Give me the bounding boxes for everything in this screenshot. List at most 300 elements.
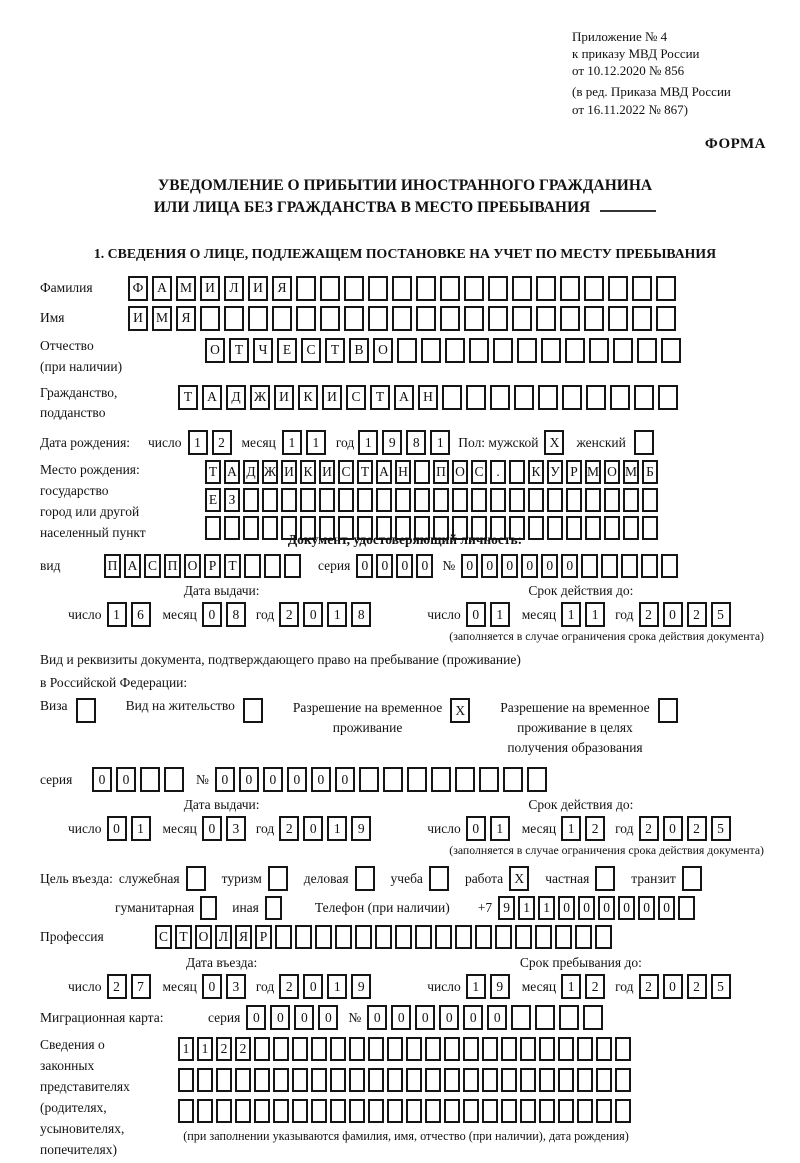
char-cell[interactable] — [536, 276, 556, 301]
char-cell[interactable]: 2 — [235, 1037, 251, 1061]
char-cell[interactable]: И — [322, 385, 342, 410]
char-cell[interactable] — [538, 385, 558, 410]
char-cell[interactable] — [330, 1099, 346, 1123]
char-cell[interactable] — [368, 1037, 384, 1061]
char-cell[interactable]: 0 — [521, 554, 538, 578]
char-cell[interactable] — [425, 1037, 441, 1061]
char-cell[interactable]: 1 — [197, 1037, 213, 1061]
char-cell[interactable] — [501, 1099, 517, 1123]
char-cell[interactable] — [243, 516, 259, 540]
char-cell[interactable] — [585, 488, 601, 512]
char-cell[interactable]: 0 — [270, 1005, 290, 1030]
char-cell[interactable] — [421, 338, 441, 363]
char-cell[interactable]: Д — [243, 460, 259, 484]
char-cell[interactable] — [517, 338, 537, 363]
char-cell[interactable] — [482, 1099, 498, 1123]
char-cell[interactable]: 1 — [107, 602, 127, 627]
char-cell[interactable] — [535, 1005, 555, 1030]
char-cell[interactable] — [397, 338, 417, 363]
char-cell[interactable]: 0 — [318, 1005, 338, 1030]
char-cell[interactable] — [678, 896, 695, 920]
char-cell[interactable] — [368, 276, 388, 301]
char-cell[interactable] — [335, 925, 352, 949]
char-cell[interactable] — [528, 488, 544, 512]
char-cell[interactable]: Т — [357, 460, 373, 484]
char-cell[interactable]: Я — [176, 306, 196, 331]
char-cell[interactable] — [416, 276, 436, 301]
char-cell[interactable]: П — [433, 460, 449, 484]
char-cell[interactable]: 0 — [658, 896, 675, 920]
char-cell[interactable] — [440, 306, 460, 331]
char-cell[interactable] — [292, 1068, 308, 1092]
char-cell[interactable] — [503, 767, 523, 792]
char-cell[interactable]: К — [298, 385, 318, 410]
char-cell[interactable] — [466, 385, 486, 410]
char-cell[interactable] — [595, 925, 612, 949]
char-cell[interactable]: 0 — [663, 816, 683, 841]
char-cell[interactable]: 0 — [558, 896, 575, 920]
char-cell[interactable] — [613, 338, 633, 363]
char-cell[interactable] — [414, 488, 430, 512]
char-cell[interactable] — [520, 1068, 536, 1092]
char-cell[interactable] — [264, 554, 281, 578]
char-cell[interactable] — [383, 767, 403, 792]
char-cell[interactable] — [615, 1099, 631, 1123]
char-cell[interactable]: 0 — [202, 974, 222, 999]
char-cell[interactable]: О — [205, 338, 225, 363]
char-cell[interactable]: 0 — [487, 1005, 507, 1030]
char-cell[interactable] — [541, 338, 561, 363]
char-cell[interactable] — [300, 488, 316, 512]
char-cell[interactable] — [311, 1099, 327, 1123]
char-cell[interactable]: 0 — [561, 554, 578, 578]
char-cell[interactable] — [224, 306, 244, 331]
char-cell[interactable] — [429, 866, 449, 891]
char-cell[interactable]: 0 — [501, 554, 518, 578]
char-cell[interactable] — [589, 338, 609, 363]
char-cell[interactable]: Р — [566, 460, 582, 484]
char-cell[interactable] — [509, 488, 525, 512]
char-cell[interactable]: 8 — [226, 602, 246, 627]
char-cell[interactable]: 1 — [585, 602, 605, 627]
char-cell[interactable] — [610, 385, 630, 410]
char-cell[interactable]: Т — [325, 338, 345, 363]
char-cell[interactable] — [205, 516, 221, 540]
char-cell[interactable]: 0 — [116, 767, 136, 792]
char-cell[interactable]: М — [152, 306, 172, 331]
char-cell[interactable] — [355, 866, 375, 891]
char-cell[interactable]: Л — [215, 925, 232, 949]
char-cell[interactable] — [200, 306, 220, 331]
char-cell[interactable] — [495, 925, 512, 949]
char-cell[interactable] — [273, 1099, 289, 1123]
char-cell[interactable] — [254, 1037, 270, 1061]
char-cell[interactable]: Т — [229, 338, 249, 363]
char-cell[interactable] — [584, 306, 604, 331]
char-cell[interactable]: 0 — [303, 816, 323, 841]
char-cell[interactable] — [528, 516, 544, 540]
char-cell[interactable] — [661, 554, 678, 578]
char-cell[interactable]: 0 — [463, 1005, 483, 1030]
char-cell[interactable] — [463, 1068, 479, 1092]
char-cell[interactable]: 1 — [561, 816, 581, 841]
char-cell[interactable] — [414, 460, 430, 484]
char-cell[interactable] — [262, 516, 278, 540]
char-cell[interactable] — [275, 925, 292, 949]
char-cell[interactable] — [488, 306, 508, 331]
char-cell[interactable] — [512, 306, 532, 331]
char-cell[interactable] — [359, 767, 379, 792]
char-cell[interactable] — [577, 1099, 593, 1123]
char-cell[interactable]: 1 — [466, 974, 486, 999]
char-cell[interactable] — [315, 925, 332, 949]
char-cell[interactable] — [514, 385, 534, 410]
char-cell[interactable] — [539, 1099, 555, 1123]
char-cell[interactable]: 5 — [711, 816, 731, 841]
char-cell[interactable]: . — [490, 460, 506, 484]
char-cell[interactable]: З — [224, 488, 240, 512]
char-cell[interactable]: 1 — [490, 816, 510, 841]
char-cell[interactable]: 0 — [263, 767, 283, 792]
char-cell[interactable]: 2 — [279, 602, 299, 627]
char-cell[interactable] — [658, 385, 678, 410]
char-cell[interactable]: X — [544, 430, 564, 455]
char-cell[interactable]: С — [155, 925, 172, 949]
char-cell[interactable] — [344, 306, 364, 331]
char-cell[interactable] — [621, 554, 638, 578]
char-cell[interactable]: 1 — [282, 430, 302, 455]
char-cell[interactable]: 1 — [306, 430, 326, 455]
char-cell[interactable]: 1 — [188, 430, 208, 455]
char-cell[interactable]: О — [373, 338, 393, 363]
char-cell[interactable] — [615, 1037, 631, 1061]
char-cell[interactable] — [349, 1099, 365, 1123]
char-cell[interactable] — [235, 1099, 251, 1123]
char-cell[interactable] — [585, 516, 601, 540]
char-cell[interactable] — [501, 1037, 517, 1061]
char-cell[interactable] — [583, 1005, 603, 1030]
char-cell[interactable] — [376, 488, 392, 512]
char-cell[interactable]: 0 — [663, 974, 683, 999]
char-cell[interactable]: 1 — [131, 816, 151, 841]
char-cell[interactable]: 1 — [178, 1037, 194, 1061]
char-cell[interactable] — [243, 488, 259, 512]
char-cell[interactable] — [520, 1037, 536, 1061]
char-cell[interactable]: 0 — [202, 816, 222, 841]
char-cell[interactable] — [536, 306, 556, 331]
char-cell[interactable] — [455, 925, 472, 949]
char-cell[interactable]: 2 — [212, 430, 232, 455]
char-cell[interactable] — [615, 1068, 631, 1092]
char-cell[interactable]: 0 — [396, 554, 413, 578]
char-cell[interactable] — [442, 385, 462, 410]
char-cell[interactable]: И — [128, 306, 148, 331]
char-cell[interactable]: 9 — [382, 430, 402, 455]
char-cell[interactable]: О — [452, 460, 468, 484]
char-cell[interactable] — [164, 767, 184, 792]
char-cell[interactable]: 0 — [311, 767, 331, 792]
char-cell[interactable] — [406, 1037, 422, 1061]
char-cell[interactable]: 1 — [430, 430, 450, 455]
char-cell[interactable] — [330, 1068, 346, 1092]
char-cell[interactable] — [281, 488, 297, 512]
char-cell[interactable]: 1 — [327, 602, 347, 627]
char-cell[interactable]: С — [346, 385, 366, 410]
char-cell[interactable] — [452, 488, 468, 512]
char-cell[interactable]: 0 — [202, 602, 222, 627]
char-cell[interactable] — [560, 306, 580, 331]
char-cell[interactable] — [254, 1099, 270, 1123]
char-cell[interactable] — [178, 1099, 194, 1123]
char-cell[interactable]: С — [301, 338, 321, 363]
char-cell[interactable] — [433, 488, 449, 512]
char-cell[interactable]: 2 — [216, 1037, 232, 1061]
char-cell[interactable]: 2 — [639, 602, 659, 627]
char-cell[interactable]: Е — [205, 488, 221, 512]
char-cell[interactable] — [243, 698, 263, 723]
char-cell[interactable] — [482, 1068, 498, 1092]
char-cell[interactable] — [641, 554, 658, 578]
char-cell[interactable]: 0 — [466, 602, 486, 627]
char-cell[interactable]: Ж — [250, 385, 270, 410]
char-cell[interactable]: 3 — [226, 974, 246, 999]
char-cell[interactable] — [415, 925, 432, 949]
char-cell[interactable] — [512, 276, 532, 301]
char-cell[interactable]: Т — [205, 460, 221, 484]
char-cell[interactable]: 1 — [490, 602, 510, 627]
char-cell[interactable]: 0 — [294, 1005, 314, 1030]
char-cell[interactable] — [395, 488, 411, 512]
char-cell[interactable]: X — [450, 698, 470, 723]
char-cell[interactable]: 0 — [303, 602, 323, 627]
char-cell[interactable] — [547, 488, 563, 512]
char-cell[interactable]: И — [319, 460, 335, 484]
char-cell[interactable] — [559, 1005, 579, 1030]
char-cell[interactable] — [244, 554, 261, 578]
char-cell[interactable] — [584, 276, 604, 301]
char-cell[interactable] — [577, 1068, 593, 1092]
char-cell[interactable]: 1 — [358, 430, 378, 455]
char-cell[interactable]: А — [202, 385, 222, 410]
char-cell[interactable]: С — [338, 460, 354, 484]
char-cell[interactable] — [296, 306, 316, 331]
char-cell[interactable]: 3 — [226, 816, 246, 841]
char-cell[interactable]: 0 — [415, 1005, 435, 1030]
char-cell[interactable]: 1 — [561, 974, 581, 999]
char-cell[interactable]: Е — [277, 338, 297, 363]
char-cell[interactable] — [565, 338, 585, 363]
char-cell[interactable]: 5 — [711, 974, 731, 999]
char-cell[interactable] — [562, 385, 582, 410]
char-cell[interactable] — [595, 866, 615, 891]
char-cell[interactable] — [601, 554, 618, 578]
char-cell[interactable] — [623, 516, 639, 540]
char-cell[interactable]: И — [281, 460, 297, 484]
char-cell[interactable] — [387, 1068, 403, 1092]
char-cell[interactable]: 0 — [239, 767, 259, 792]
char-cell[interactable]: 0 — [92, 767, 112, 792]
char-cell[interactable] — [596, 1068, 612, 1092]
char-cell[interactable] — [488, 276, 508, 301]
char-cell[interactable]: 0 — [376, 554, 393, 578]
char-cell[interactable] — [406, 1068, 422, 1092]
char-cell[interactable] — [357, 488, 373, 512]
char-cell[interactable] — [482, 1037, 498, 1061]
char-cell[interactable] — [407, 767, 427, 792]
char-cell[interactable]: 2 — [585, 974, 605, 999]
char-cell[interactable] — [555, 925, 572, 949]
char-cell[interactable] — [463, 1037, 479, 1061]
char-cell[interactable] — [656, 306, 676, 331]
char-cell[interactable]: 0 — [416, 554, 433, 578]
char-cell[interactable]: 0 — [246, 1005, 266, 1030]
char-cell[interactable] — [140, 767, 160, 792]
char-cell[interactable]: У — [547, 460, 563, 484]
char-cell[interactable]: О — [195, 925, 212, 949]
char-cell[interactable]: М — [585, 460, 601, 484]
char-cell[interactable] — [392, 276, 412, 301]
char-cell[interactable] — [295, 925, 312, 949]
char-cell[interactable]: А — [376, 460, 392, 484]
char-cell[interactable]: 2 — [687, 602, 707, 627]
char-cell[interactable]: К — [528, 460, 544, 484]
char-cell[interactable] — [76, 698, 96, 723]
char-cell[interactable]: 1 — [327, 974, 347, 999]
char-cell[interactable] — [632, 276, 652, 301]
char-cell[interactable] — [623, 488, 639, 512]
char-cell[interactable] — [320, 306, 340, 331]
char-cell[interactable]: М — [623, 460, 639, 484]
char-cell[interactable] — [284, 554, 301, 578]
char-cell[interactable] — [577, 1037, 593, 1061]
char-cell[interactable] — [445, 338, 465, 363]
char-cell[interactable]: 0 — [391, 1005, 411, 1030]
char-cell[interactable]: 9 — [351, 974, 371, 999]
char-cell[interactable] — [501, 1068, 517, 1092]
char-cell[interactable]: 2 — [279, 974, 299, 999]
char-cell[interactable]: 2 — [639, 816, 659, 841]
char-cell[interactable] — [566, 488, 582, 512]
char-cell[interactable]: 8 — [351, 602, 371, 627]
char-cell[interactable] — [464, 276, 484, 301]
char-cell[interactable]: 0 — [439, 1005, 459, 1030]
char-cell[interactable]: X — [509, 866, 529, 891]
char-cell[interactable] — [535, 925, 552, 949]
char-cell[interactable]: А — [124, 554, 141, 578]
char-cell[interactable] — [265, 896, 282, 920]
char-cell[interactable]: Т — [175, 925, 192, 949]
char-cell[interactable] — [320, 276, 340, 301]
char-cell[interactable]: 0 — [367, 1005, 387, 1030]
char-cell[interactable]: 7 — [131, 974, 151, 999]
char-cell[interactable] — [509, 460, 525, 484]
char-cell[interactable] — [596, 1099, 612, 1123]
char-cell[interactable] — [581, 554, 598, 578]
char-cell[interactable] — [560, 276, 580, 301]
char-cell[interactable] — [637, 338, 657, 363]
char-cell[interactable] — [444, 1099, 460, 1123]
char-cell[interactable]: Л — [224, 276, 244, 301]
char-cell[interactable] — [604, 516, 620, 540]
char-cell[interactable] — [296, 276, 316, 301]
char-cell[interactable] — [608, 306, 628, 331]
char-cell[interactable] — [392, 306, 412, 331]
char-cell[interactable]: Я — [272, 276, 292, 301]
char-cell[interactable] — [490, 385, 510, 410]
char-cell[interactable] — [248, 306, 268, 331]
char-cell[interactable] — [406, 1099, 422, 1123]
char-cell[interactable]: 9 — [351, 816, 371, 841]
char-cell[interactable]: М — [176, 276, 196, 301]
char-cell[interactable]: А — [224, 460, 240, 484]
char-cell[interactable]: 2 — [107, 974, 127, 999]
char-cell[interactable] — [455, 767, 475, 792]
char-cell[interactable]: Н — [418, 385, 438, 410]
char-cell[interactable] — [444, 1037, 460, 1061]
char-cell[interactable] — [558, 1099, 574, 1123]
char-cell[interactable] — [375, 925, 392, 949]
char-cell[interactable]: 0 — [461, 554, 478, 578]
char-cell[interactable] — [224, 516, 240, 540]
char-cell[interactable] — [387, 1037, 403, 1061]
char-cell[interactable] — [558, 1068, 574, 1092]
char-cell[interactable]: Ф — [128, 276, 148, 301]
char-cell[interactable] — [425, 1068, 441, 1092]
char-cell[interactable]: 0 — [107, 816, 127, 841]
char-cell[interactable] — [268, 866, 288, 891]
char-cell[interactable] — [431, 767, 451, 792]
char-cell[interactable]: 9 — [498, 896, 515, 920]
char-cell[interactable]: 9 — [490, 974, 510, 999]
char-cell[interactable] — [368, 1068, 384, 1092]
char-cell[interactable] — [469, 338, 489, 363]
char-cell[interactable]: 5 — [711, 602, 731, 627]
char-cell[interactable]: 0 — [598, 896, 615, 920]
char-cell[interactable]: С — [471, 460, 487, 484]
char-cell[interactable]: О — [604, 460, 620, 484]
char-cell[interactable] — [632, 306, 652, 331]
char-cell[interactable] — [444, 1068, 460, 1092]
char-cell[interactable]: И — [200, 276, 220, 301]
char-cell[interactable]: Т — [370, 385, 390, 410]
char-cell[interactable]: 0 — [663, 602, 683, 627]
char-cell[interactable] — [197, 1068, 213, 1092]
char-cell[interactable]: Ж — [262, 460, 278, 484]
char-cell[interactable]: 2 — [687, 974, 707, 999]
char-cell[interactable] — [292, 1037, 308, 1061]
char-cell[interactable] — [349, 1037, 365, 1061]
char-cell[interactable] — [634, 385, 654, 410]
char-cell[interactable]: 2 — [687, 816, 707, 841]
char-cell[interactable]: С — [144, 554, 161, 578]
char-cell[interactable]: 1 — [327, 816, 347, 841]
char-cell[interactable] — [511, 1005, 531, 1030]
char-cell[interactable] — [566, 516, 582, 540]
char-cell[interactable] — [368, 306, 388, 331]
char-cell[interactable] — [604, 488, 620, 512]
char-cell[interactable] — [319, 488, 335, 512]
char-cell[interactable]: И — [274, 385, 294, 410]
char-cell[interactable]: А — [152, 276, 172, 301]
char-cell[interactable] — [273, 1068, 289, 1092]
char-cell[interactable] — [425, 1099, 441, 1123]
char-cell[interactable] — [216, 1068, 232, 1092]
char-cell[interactable] — [178, 1068, 194, 1092]
char-cell[interactable]: Т — [224, 554, 241, 578]
char-cell[interactable]: 0 — [215, 767, 235, 792]
char-cell[interactable] — [547, 516, 563, 540]
char-cell[interactable]: 0 — [356, 554, 373, 578]
